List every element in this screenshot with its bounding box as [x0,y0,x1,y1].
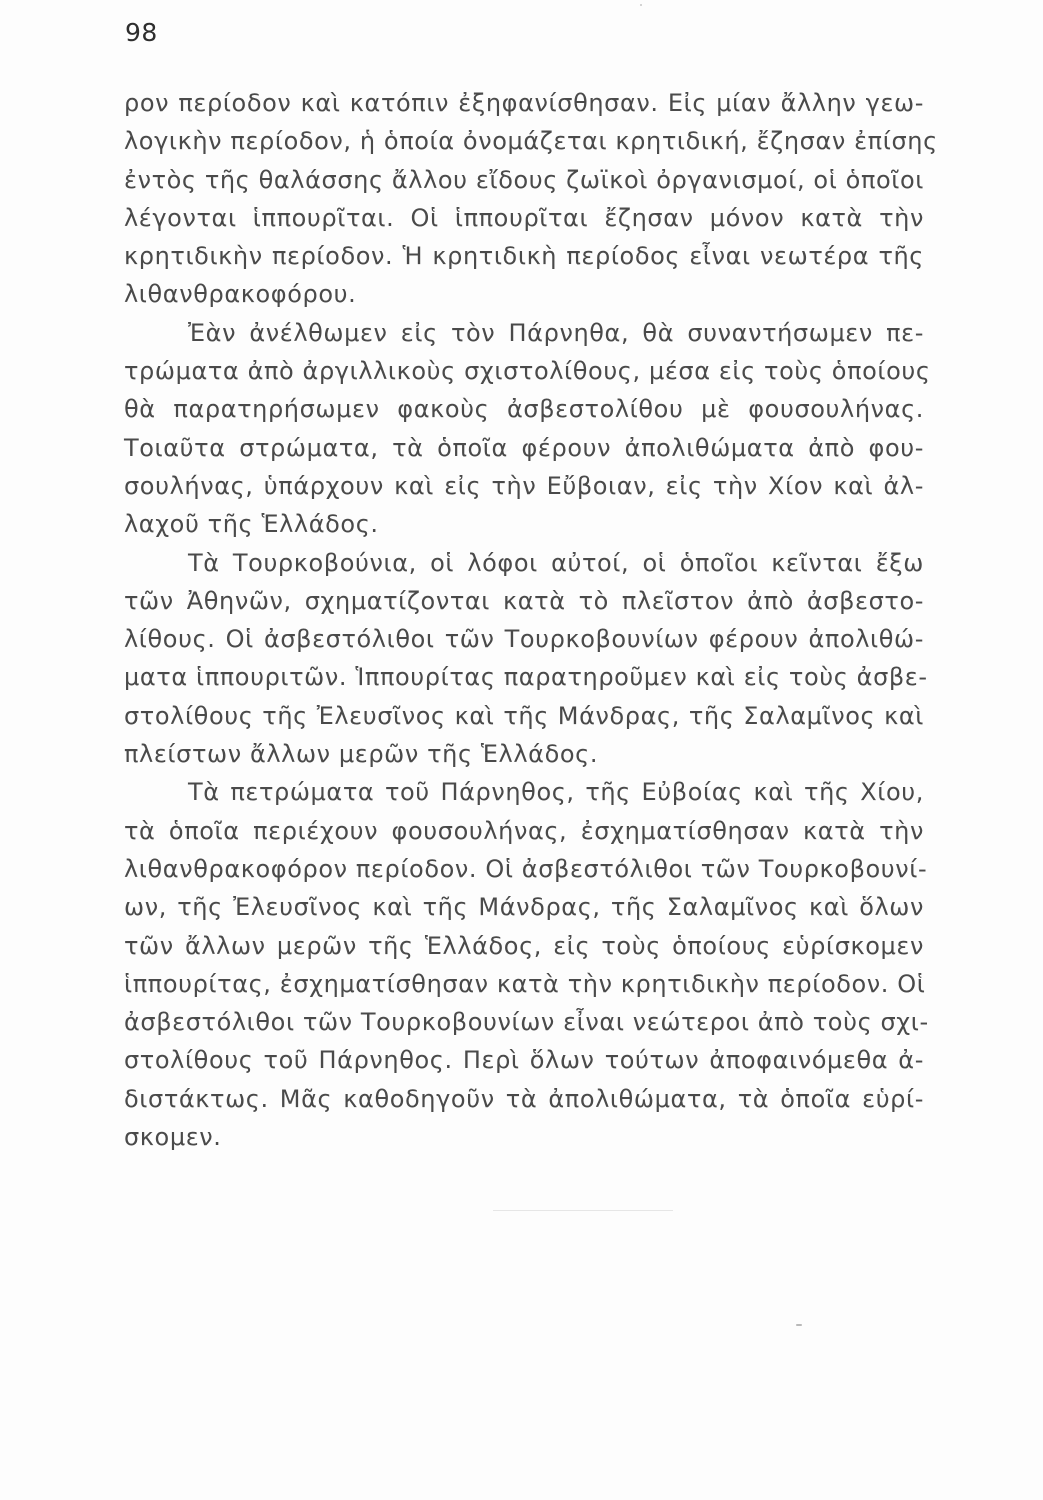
text-line: σκομεν. [124,1123,222,1152]
body-text [124,84,938,1156]
text-line: ων, τῆς Ἐλευσῖνος καὶ τῆς Μάνδρας, τῆς Σαλαμῖνος καὶ ὅλων [124,893,924,922]
text-line: θὰ παρατηρήσωμεν φακοὺς ἀσβεστολίθου μὲ φουσουλήνας. [124,395,924,424]
text-line: τῶν ἄλλων μερῶν τῆς Ἑλλάδος, εἰς τοὺς ὁποίους εὑρίσκομεν [124,931,924,960]
text-line: τῶν Ἀθηνῶν, σχηματίζονται κατὰ τὸ πλεῖστον ἀπὸ ἀσβεστο- [124,586,924,615]
text-line: τρώματα ἀπὸ ἀργιλλικοὺς σχιστολίθους, μέσα εἰς τοὺς ὁποίους [124,357,931,386]
text-line: Ἐὰν ἀνέλθωμεν εἰς τὸν Πάρνηθα, θὰ συναντήσωμεν πε- [188,318,924,347]
scan-speck [796,1324,802,1326]
text-line: ἀσβεστόλιθοι τῶν Τουρκοβουνίων εἶναι νεώτεροι ἀπὸ τοὺς σχι- [124,1008,929,1037]
text-line: λίθους. Οἱ ἀσβεστόλιθοι τῶν Τουρκοβουνίων φέρουν ἀπολιθώ- [124,625,924,654]
text-line: λογικὴν περίοδον, ἡ ὁποία ὀνομάζεται κρητιδική, ἔζησαν ἐπίσης [124,127,938,156]
text-line: Τὰ Τουρκοβούνια, οἱ λόφοι αὐτοί, οἱ ὁποῖοι κεῖνται ἔξω [188,548,924,577]
text-line: λιθανθρακοφόρον περίοδον. Οἱ ἀσβεστόλιθοι τῶν Τουρκοβουνί- [124,854,928,883]
text-line: ἐντὸς τῆς θαλάσσης ἄλλου εἴδους ζωϊκοὶ ὀργανισμοί, οἱ ὁποῖοι [124,165,925,194]
text-line: λέγονται ἱππουρῖται. Οἱ ἱππουρῖται ἔζησαν μόνον κατὰ τὴν [124,203,924,232]
text-line: Τὰ πετρώματα τοῦ Πάρνηθος, τῆς Εὐβοίας καὶ τῆς Χίου, [188,778,924,807]
text-line: διστάκτως. Μᾶς καθοδηγοῦν τὰ ἀπολιθώματα, τὰ ὁποῖα εὑρί- [124,1084,924,1113]
faint-rule [493,1210,673,1211]
text-line: λαχοῦ τῆς Ἑλλάδος. [124,510,379,539]
text-line: Τοιαῦτα στρώματα, τὰ ὁποῖα φέρουν ἀπολιθώματα ἀπὸ φου- [124,433,924,462]
text-line: κρητιδικὴν περίοδον. Ἡ κρητιδικὴ περίοδος εἶναι νεωτέρα τῆς [124,242,924,271]
text-line: πλείστων ἄλλων μερῶν τῆς Ἑλλάδος. [124,740,599,769]
page-number: 98 [125,18,158,47]
text-line: στολίθους τοῦ Πάρνηθος. Περὶ ὅλων τούτων ἀποφαινόμεθα ἀ- [124,1046,924,1075]
text-line: ἱππουρίτας, ἐσχηματίσθησαν κατὰ τὴν κρητιδικὴν περίοδον. Οἱ [124,969,926,998]
text-line: στολίθους τῆς Ἐλευσῖνος καὶ τῆς Μάνδρας, τῆς Σαλαμῖνος καὶ [124,701,924,730]
text-line: λιθανθρακοφόρου. [124,280,357,309]
scan-speck [640,4,642,6]
text-line: σουλήνας, ὑπάρχουν καὶ εἰς τὴν Εὔβοιαν, εἰς τὴν Χίον καὶ ἀλ- [124,471,924,500]
text-line: ρον περίοδον καὶ κατόπιν ἐξηφανίσθησαν. Εἰς μίαν ἄλλην γεω- [124,89,924,117]
text-line: τὰ ὁποῖα περιέχουν φουσουλήνας, ἐσχηματίσθησαν κατὰ τὴν [124,816,924,845]
text-line: ματα ἱππουριτῶν. Ἱππουρίτας παρατηροῦμεν καὶ εἰς τοὺς ἀσβε- [124,663,928,692]
